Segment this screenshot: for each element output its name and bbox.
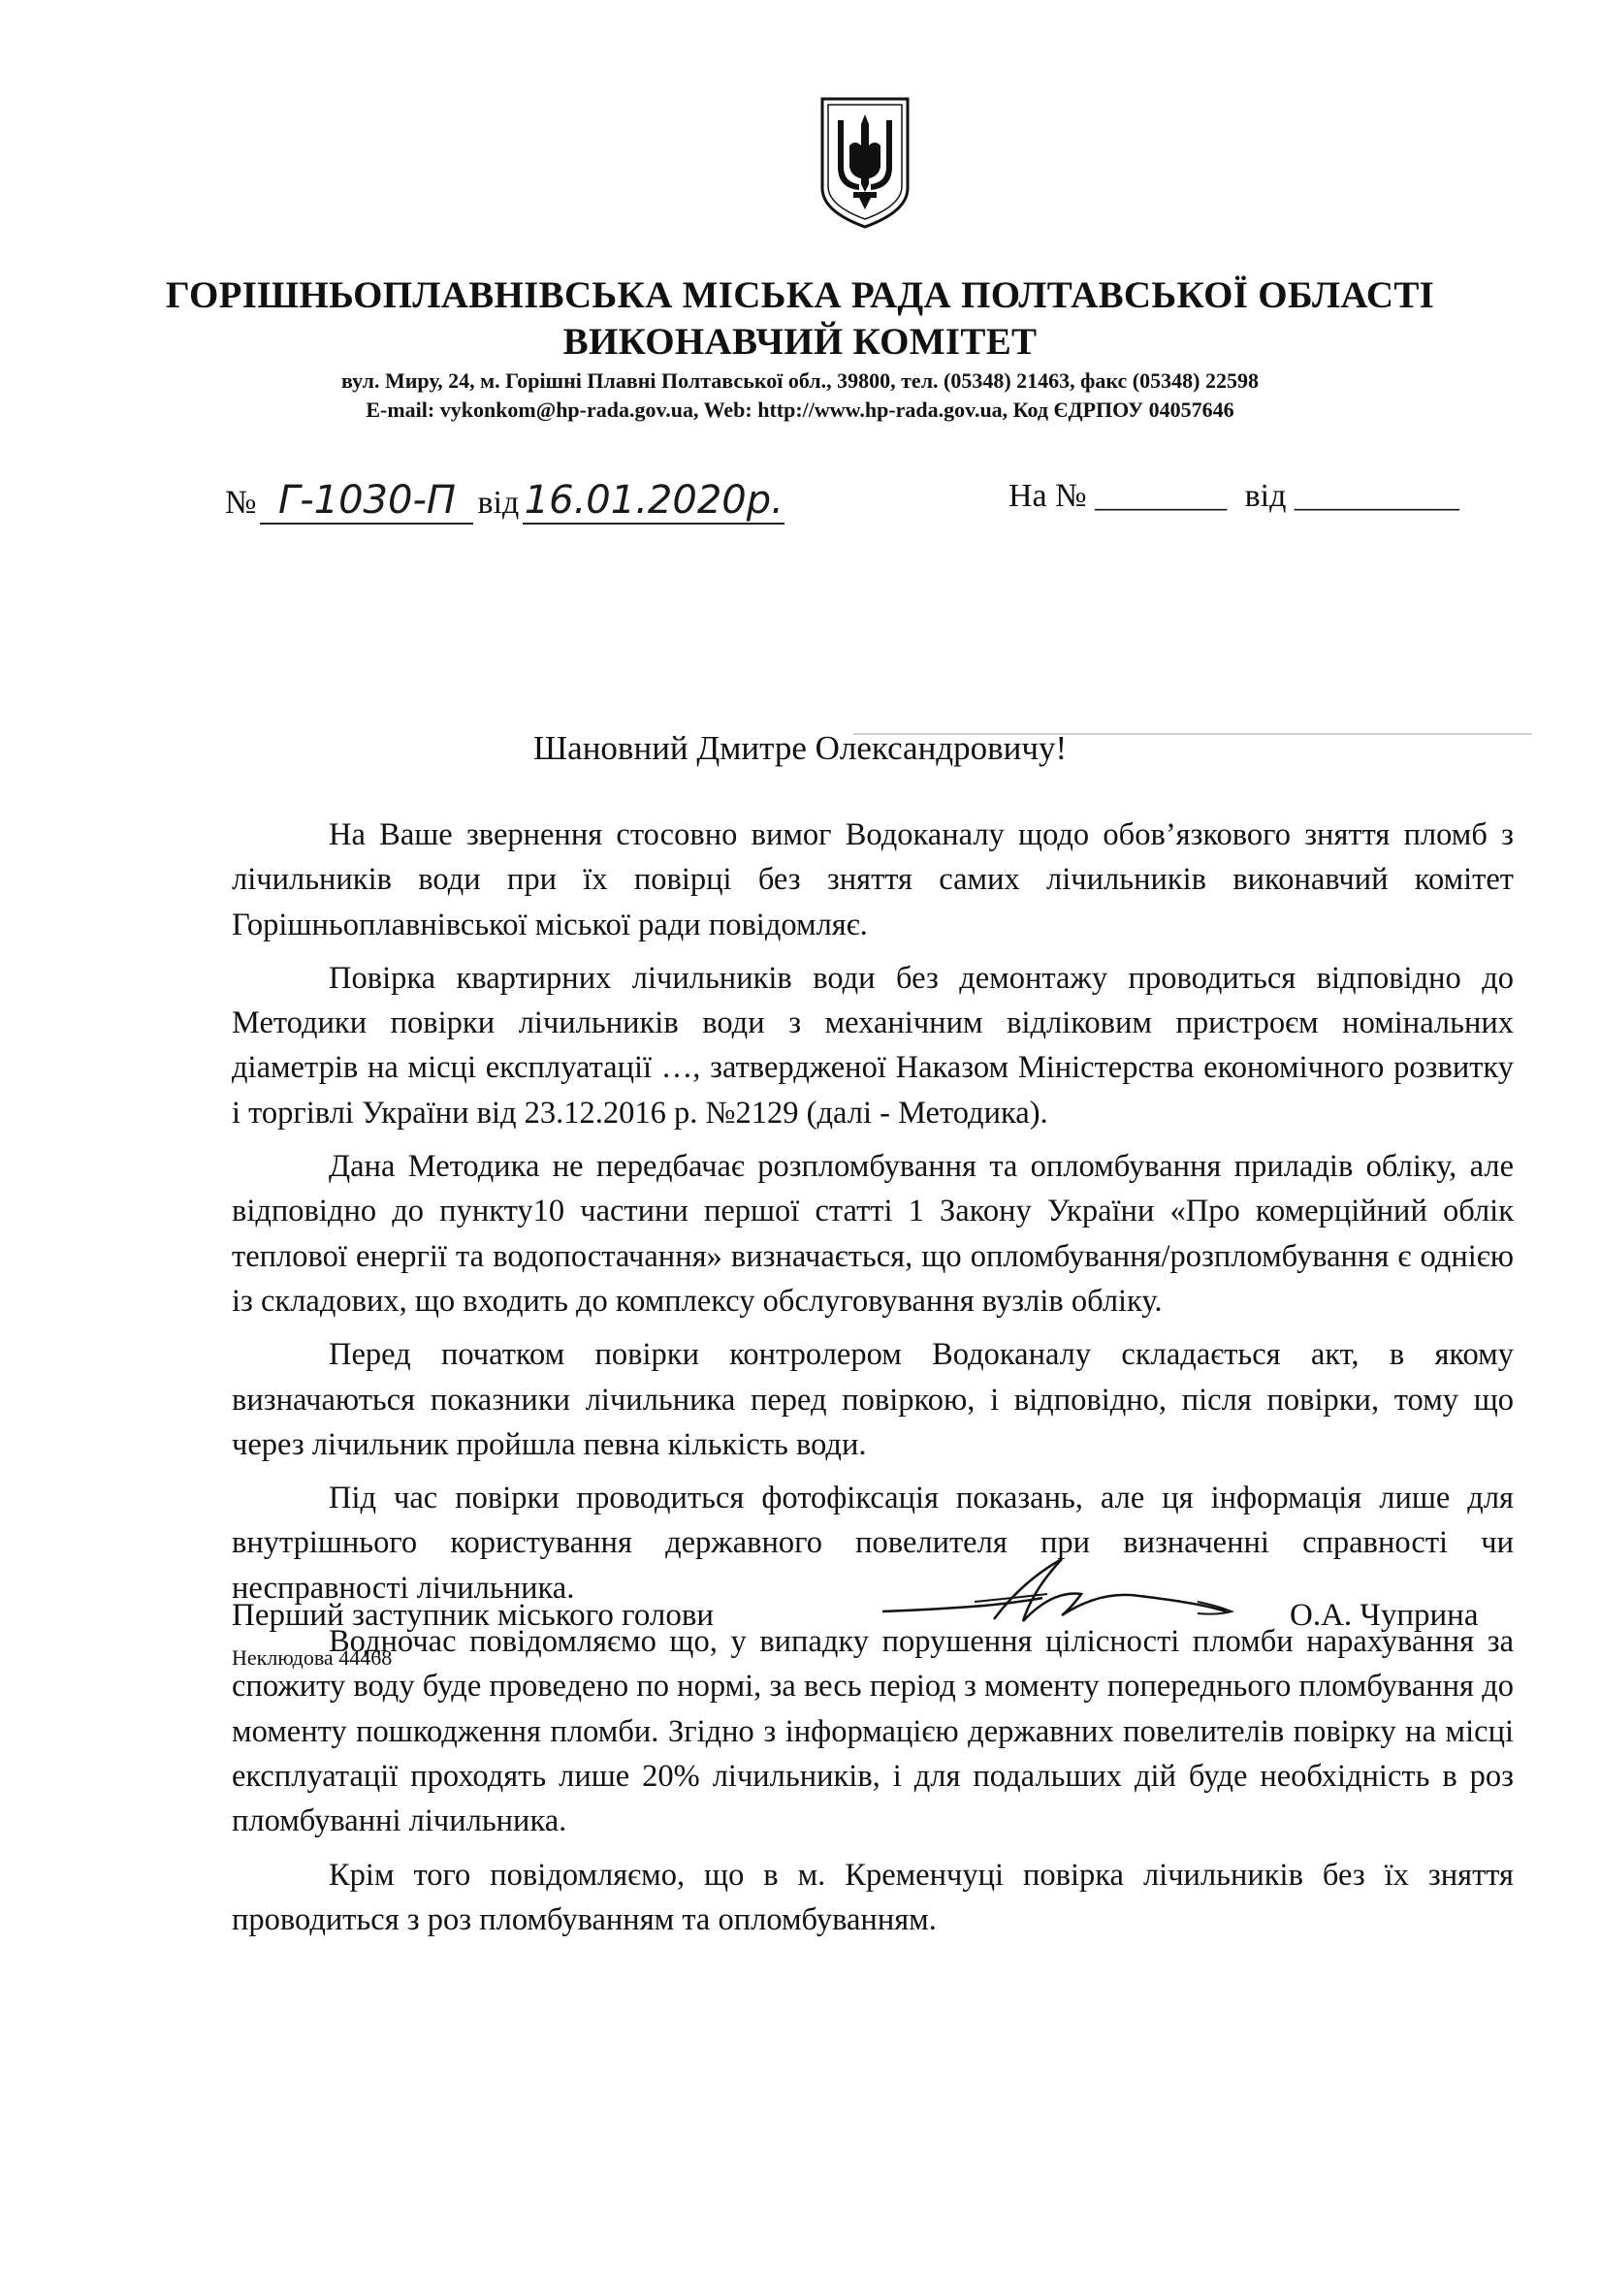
- greeting: Шановний Дмитре Олександровичу!: [532, 729, 1068, 767]
- address-line: вул. Миру, 24, м. Горішні Плавні Полтавської обл., 39800, тел. (05348) 21463, факс (05348) 22598: [341, 368, 1259, 393]
- handwritten-signature: [878, 1551, 1265, 1639]
- reply-date-blank: __________: [1294, 478, 1459, 514]
- letter-body: [232, 813, 1514, 1951]
- paragraph: На Ваше звернення стосовно вимог Водоканалу щодо обов’язкового зняття пломб з лічильників води при їх повірці без зняття самих лічильників виконавчий комітет Горішньоплавнівської міської ради повідомляє.: [232, 817, 1514, 942]
- reply-label: На №: [1008, 478, 1087, 514]
- paragraph: Перед початком повірки контролером Водоканалу складається акт, в якому визначаються показники лічильника перед повіркою, і відповідно, після повірки, тому що через лічильник пройшла певна кількість води.: [232, 1337, 1514, 1462]
- reply-number-blank: ________: [1095, 478, 1228, 514]
- reply-reference-block: [1008, 478, 1459, 515]
- paragraph: Повірка квартирних лічильників води без демонтажу проводиться відповідно до Методики повірки лічильників води з механічним відліковим пристроєм номінальних діаметрів на місці експлуатації …, затвердженої Наказом Міністерства економічного розвитку і торгівлі України від 23.12.2016 р. №2129 (далі - Методика).: [232, 960, 1514, 1131]
- paragraph: Під час повірки проводиться фотофіксація показань, але ця інформація лише для внутрішнього користування державного повелителя при визначенні справності чи несправності лічильника.: [232, 1481, 1514, 1606]
- paragraph: Водночас повідомляємо що, у випадку порушення цілісності пломби нарахування за спожиту воду буде проведено по нормі, за весь період з моменту попереднього пломбування до моменту пошкодження пломби. Згідно з інформацією державних повелителів повірку на місці експлуатації проходять лише 20% лічильників, і для подальших дій буде необхідність в роз пломбуванні лічильника.: [232, 1624, 1514, 1839]
- council-name: ГОРІШНЬОПЛАВНІВСЬКА МІСЬКА РАДА ПОЛТАВСЬКОЇ ОБЛАСТІ: [165, 274, 1435, 316]
- number-value: Г-1030-П: [260, 478, 473, 525]
- committee-name: ВИКОНАВЧИЙ КОМІТЕТ: [562, 321, 1038, 363]
- contacts-line: E-mail: vykonkom@hp-rada.gov.ua, Web: http://www.hp-rada.gov.ua, Код ЄДРПОУ 04057646: [366, 398, 1234, 422]
- paragraph: Крім того повідомляємо, що в м. Кременчуці повірка лічильників без їх зняття проводиться з роз пломбуванням та опломбуванням.: [232, 1857, 1514, 1937]
- signatory-position: Перший заступник міського голови: [232, 1598, 715, 1633]
- date-value: 16.01.2020р.: [524, 478, 784, 523]
- paragraph: Дана Методика не передбачає розпломбування та опломбування приладів обліку, але відповідно до пункту10 частини першої статті 1 Закону України «Про комерційний облік теплової енергії та водопостачання» визначається, що опломбування/розпломбування є однією із складових, що входить до комплексу обслуговування вузлів обліку.: [232, 1149, 1514, 1319]
- registration-number-block: [225, 478, 784, 525]
- coat-of-arms-icon: [816, 95, 913, 231]
- date-label: від: [477, 485, 520, 521]
- reply-date-label: від: [1244, 478, 1287, 514]
- executor-contact: Неклюдова 44468: [232, 1645, 393, 1670]
- number-label: №: [225, 485, 257, 521]
- signatory-name: О.А. Чуприна: [1290, 1598, 1479, 1633]
